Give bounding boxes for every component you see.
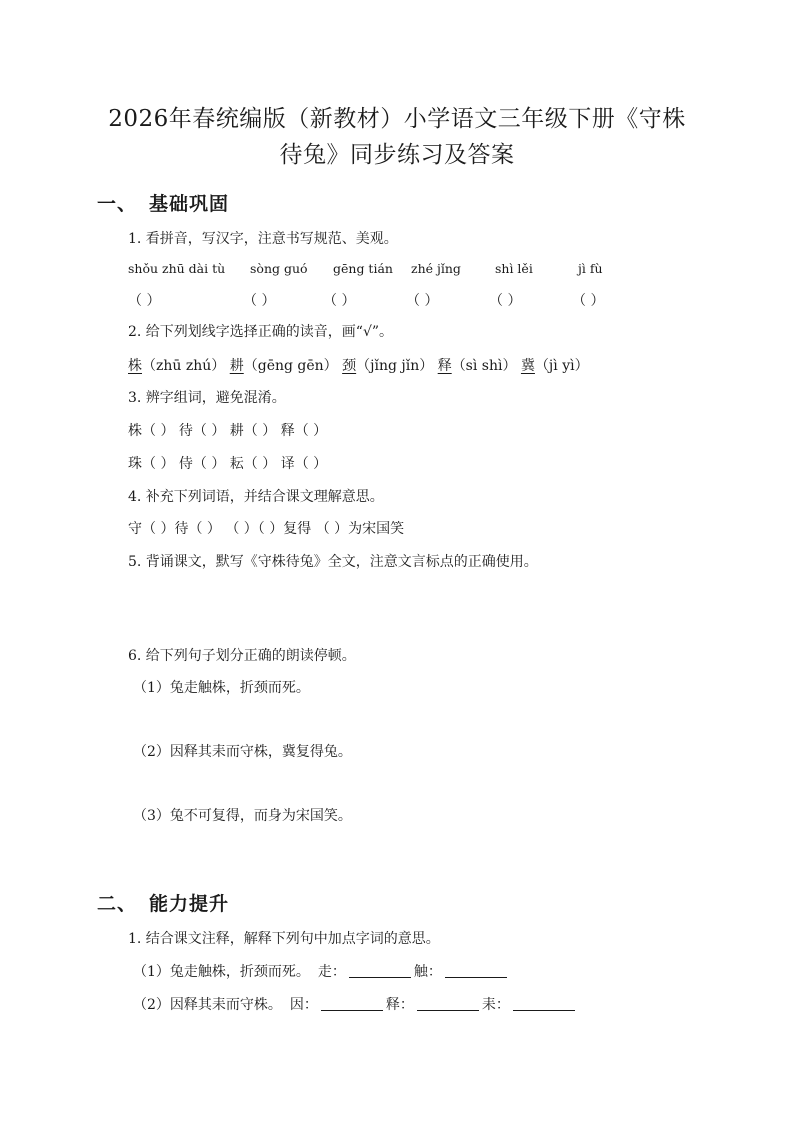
answer-blank[interactable]: （ ） bbox=[572, 293, 605, 309]
advanced-item-1 bbox=[133, 962, 510, 982]
answer-line[interactable] bbox=[349, 963, 411, 978]
answer-blank[interactable]: （ ） bbox=[323, 293, 356, 309]
question-6-prompt: 6. 给下列句子划分正确的朗读停顿。 bbox=[128, 648, 356, 664]
section-heading-basics bbox=[97, 189, 229, 216]
question-6-item: （3）兔不可复得，而身为宋国笑。 bbox=[133, 808, 352, 824]
question-3-row-1[interactable]: 株（ ） 待（ ） 耕（ ） 释（ ） bbox=[128, 423, 328, 439]
question-2-prompt: 2. 给下列划线字选择正确的读音，画“√”。 bbox=[128, 324, 394, 340]
word-label: 走： bbox=[317, 964, 346, 980]
section-label: 能力提升 bbox=[149, 893, 230, 915]
pinyin-item: sòng guó bbox=[250, 261, 308, 276]
answer-blank[interactable]: （ ） bbox=[243, 293, 276, 309]
section-number: 二、 bbox=[97, 893, 138, 915]
title-line-1: 2026年春统编版（新教材）小学语文三年级下册《守株 bbox=[108, 106, 686, 132]
question-5-prompt: 5. 背诵课文，默写《守株待兔》全文，注意文言标点的正确使用。 bbox=[128, 554, 538, 570]
question-4-row[interactable]: 守（ ）待（ ） （ ）（ ）复得 （ ）为宋国笑 bbox=[128, 521, 405, 537]
answer-blank[interactable]: （ ） bbox=[406, 293, 439, 309]
answer-line[interactable] bbox=[445, 963, 507, 978]
underlined-char: 株 bbox=[128, 358, 142, 374]
pinyin-item: zhé jǐng bbox=[411, 261, 461, 276]
advanced-question-1-prompt: 1. 结合课文注释，解释下列句中加点字词的意思。 bbox=[128, 931, 440, 947]
underlined-char: 颈 bbox=[342, 358, 357, 374]
section-heading-advanced bbox=[97, 889, 229, 916]
title-line-2: 待兔》同步练习及答案 bbox=[279, 142, 515, 168]
pinyin-item: shì lěi bbox=[495, 261, 533, 276]
reading-options[interactable]: （sì shì） bbox=[451, 358, 517, 374]
pinyin-item: shǒu zhū dài tù bbox=[128, 261, 226, 276]
item-sentence: （2）因释其耒而守株。 bbox=[133, 997, 282, 1013]
question-2-options bbox=[128, 356, 589, 376]
question-3-row-2[interactable]: 珠（ ） 侍（ ） 耘（ ） 译（ ） bbox=[128, 456, 328, 472]
question-1-prompt: 1. 看拼音，写汉字，注意书写规范、美观。 bbox=[128, 231, 398, 247]
answer-blank[interactable]: （ ） bbox=[128, 293, 161, 309]
answer-line[interactable] bbox=[417, 996, 479, 1011]
reading-options[interactable]: （zhū zhú） bbox=[142, 358, 226, 374]
page-title bbox=[80, 101, 714, 173]
word-label: 因： bbox=[289, 997, 318, 1013]
reading-options[interactable]: （gēng gēn） bbox=[243, 358, 338, 374]
word-label: 触： bbox=[413, 964, 442, 980]
answer-blank[interactable]: （ ） bbox=[489, 293, 522, 309]
underlined-char: 释 bbox=[437, 358, 452, 374]
section-number: 一、 bbox=[97, 193, 138, 215]
pinyin-item: jì fù bbox=[578, 261, 603, 276]
reading-options[interactable]: （jì yì） bbox=[534, 358, 589, 374]
advanced-item-2 bbox=[133, 995, 578, 1015]
pinyin-item: gēng tián bbox=[333, 261, 393, 276]
underlined-char: 冀 bbox=[520, 358, 535, 374]
word-label: 释： bbox=[385, 997, 414, 1013]
reading-options[interactable]: （jǐng jǐn） bbox=[356, 358, 434, 374]
question-4-prompt: 4. 补充下列词语，并结合课文理解意思。 bbox=[128, 489, 384, 505]
question-3-prompt: 3. 辨字组词，避免混淆。 bbox=[128, 390, 286, 406]
item-sentence: （1）兔走触株，折颈而死。 bbox=[133, 964, 310, 980]
question-6-item: （2）因释其耒而守株，冀复得兔。 bbox=[133, 744, 352, 760]
question-6-item: （1）兔走触株，折颈而死。 bbox=[133, 680, 310, 696]
answer-line[interactable] bbox=[513, 996, 575, 1011]
word-label: 耒： bbox=[481, 997, 510, 1013]
section-label: 基础巩固 bbox=[149, 193, 230, 215]
answer-line[interactable] bbox=[321, 996, 383, 1011]
underlined-char: 耕 bbox=[229, 358, 244, 374]
